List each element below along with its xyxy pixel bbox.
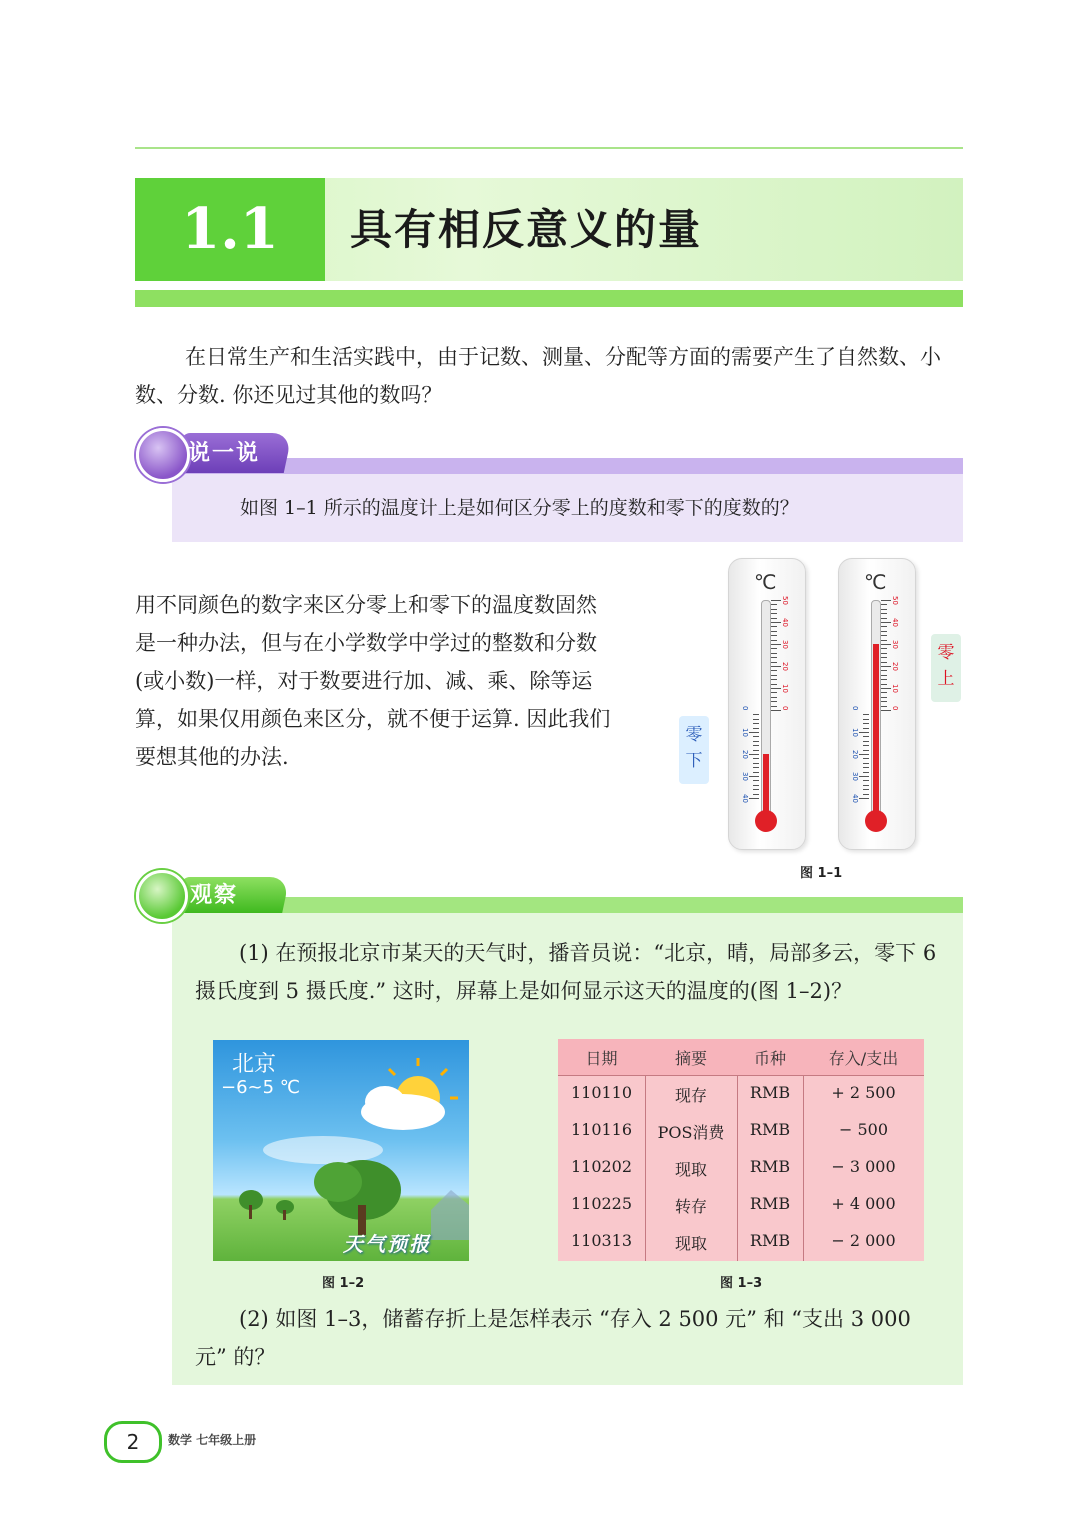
thermometer-tick xyxy=(881,653,887,654)
thermometer-tick xyxy=(771,679,777,680)
passbook-cell-currency: RMB xyxy=(749,1231,791,1250)
thermometer-tick xyxy=(881,644,891,645)
passbook-cell-date: 110110 xyxy=(570,1083,633,1102)
passbook-cell-date: 110225 xyxy=(570,1194,633,1213)
thermometer-tick xyxy=(771,622,781,623)
thermometer-tick-label-below: 0 xyxy=(851,706,859,711)
speech-bubble-icon xyxy=(136,428,190,482)
passbook-cell-summary: 现取 xyxy=(674,1234,707,1253)
thermometer-bulb xyxy=(865,810,887,832)
body-paragraph: 用不同颜色的数字来区分零上和零下的温度数固然是一种办法，但与在小学数学中学过的整数和分数(或小数)一样，对于数要进行加、减、乘、除等运算，如果仅用颜色来区分，就不便于运算. 因此我们要想其他的办法. xyxy=(135,593,611,769)
thermometer-tick-label-above: 0 xyxy=(891,706,899,711)
thermometer-tick xyxy=(753,745,759,746)
observe-label: 观察 xyxy=(190,883,239,908)
thermometer-tick xyxy=(881,613,887,614)
thermometer-tick xyxy=(881,675,887,676)
book-title: 数学 七年级上册 xyxy=(168,1433,257,1447)
thermometer-tick xyxy=(859,732,869,733)
thermometer-tick xyxy=(881,648,887,649)
thermometer-tick xyxy=(753,789,759,790)
passbook-cell-amount: + 4 000 xyxy=(831,1194,896,1213)
thermometer-tick xyxy=(881,670,887,671)
thermometer-tick-label-above: 10 xyxy=(781,684,789,693)
thermometer-tick xyxy=(771,657,777,658)
section-underline xyxy=(135,290,963,307)
thermometer-tick xyxy=(863,750,869,751)
thermometer-tick xyxy=(863,772,869,773)
thermometer-tick xyxy=(881,688,891,689)
thermometer-tick xyxy=(863,745,869,746)
passbook-header-summary: 摘要 xyxy=(674,1049,707,1068)
thermometer-tick xyxy=(771,600,781,601)
thermometer-tick-label-below: 40 xyxy=(741,794,749,803)
thermometer-tick xyxy=(881,618,887,619)
thermometer-tick xyxy=(881,692,887,693)
passbook-cell-date: 110116 xyxy=(570,1120,633,1139)
eye-icon xyxy=(136,870,188,922)
thermometer-tick-label-below: 10 xyxy=(851,728,859,737)
thermometer-tick xyxy=(771,604,777,605)
passbook-cell-summary: 现存 xyxy=(674,1086,707,1105)
thermometer-tick xyxy=(753,714,759,715)
thermometer-tick xyxy=(881,710,891,711)
thermometer-tick xyxy=(881,662,887,663)
section-title: 具有相反意义的量 xyxy=(350,205,703,254)
thermometer-tick xyxy=(753,758,759,759)
passbook-cell-currency: RMB xyxy=(749,1120,791,1139)
thermometer-tick xyxy=(753,719,759,720)
passbook-cell-summary: 转存 xyxy=(674,1197,707,1216)
weather-brand-text: 天气预报 xyxy=(343,1232,431,1256)
thermometer-right-unit: ℃ xyxy=(864,570,887,594)
thermometer-tick-label-below: 20 xyxy=(741,750,749,759)
thermometer-tick xyxy=(863,780,869,781)
observe-paragraph-1: (1) 在预报北京市某天的天气时，播音员说：“北京，晴，局部多云，零下 6 摄氏度到 5 摄氏度.” 这时，屏幕上是如何显示这天的温度的(图 1–2)？ xyxy=(195,941,937,1003)
passbook-cell-currency: RMB xyxy=(749,1157,791,1176)
thermometer-tick-label-above: 40 xyxy=(781,618,789,627)
thermometer-tick xyxy=(771,618,777,619)
thermometer-tick-label-below: 10 xyxy=(741,728,749,737)
thermometer-tick xyxy=(771,648,777,649)
thermometer-tick xyxy=(771,635,777,636)
thermometer-tick xyxy=(753,794,759,795)
passbook-cell-summary: 现取 xyxy=(674,1160,707,1179)
thermometer-tick xyxy=(863,741,869,742)
passbook-header-amount: 存入/支出 xyxy=(828,1049,899,1068)
passbook-cell-amount: − 2 000 xyxy=(831,1231,896,1250)
thermometer-tick xyxy=(749,776,759,777)
thermometer-tick xyxy=(771,684,777,685)
thermometer-tick xyxy=(863,719,869,720)
thermometer-tick xyxy=(881,631,887,632)
thermometer-tick xyxy=(753,772,759,773)
thermometer-tick xyxy=(749,732,759,733)
thermometer-tick xyxy=(881,622,891,623)
thermometer-tick-label-below: 20 xyxy=(851,750,859,759)
thermometer-tick xyxy=(863,794,869,795)
thermometer-tick-label-above: 10 xyxy=(891,684,899,693)
figure-1-3-caption: 图 1–3 xyxy=(720,1276,763,1291)
thermometer-tick xyxy=(859,754,869,755)
thermometer-tick xyxy=(771,662,777,663)
thermometer-tick xyxy=(771,626,777,627)
thermometer-bulb xyxy=(755,810,777,832)
weather-city: 北京 xyxy=(232,1052,277,1077)
weather-temperature: −6~5 ℃ xyxy=(221,1077,301,1098)
thermometer-mercury xyxy=(763,754,769,816)
thermometer-tick xyxy=(863,714,869,715)
thermometer-tick xyxy=(881,600,891,601)
thermometer-tick xyxy=(771,692,777,693)
passbook-cell-currency: RMB xyxy=(749,1194,791,1213)
thermometer-tick xyxy=(753,767,759,768)
thermometer-tick-label-above: 30 xyxy=(891,640,899,649)
thermometer-tick xyxy=(771,701,777,702)
thermometer-tick xyxy=(771,710,781,711)
thermometer-tick xyxy=(753,723,759,724)
thermometer-tick xyxy=(881,697,887,698)
passbook-header-currency: 币种 xyxy=(753,1049,786,1068)
passbook-cell-date: 110202 xyxy=(570,1157,633,1176)
thermometer-tick xyxy=(771,666,781,667)
thermometer-tick xyxy=(881,701,887,702)
thermometer-tick xyxy=(881,666,891,667)
thermometer-tick-label-above: 0 xyxy=(781,706,789,711)
thermometer-tick-label-below: 30 xyxy=(851,772,859,781)
thermometer-tick-label-above: 20 xyxy=(781,662,789,671)
passbook-header-divider xyxy=(558,1075,924,1076)
thermometer-tick xyxy=(881,604,887,605)
thermometer-tick xyxy=(863,785,869,786)
passbook-cell-amount: − 3 000 xyxy=(831,1157,896,1176)
thermometer-tick xyxy=(881,679,887,680)
thermometer-tick xyxy=(753,763,759,764)
thermometer-tick xyxy=(753,728,759,729)
thermometer-tick xyxy=(771,697,777,698)
thermometer-tick xyxy=(771,609,777,610)
thermometer-tick xyxy=(771,631,777,632)
thermometer-tick xyxy=(863,767,869,768)
thermometer-tick xyxy=(753,780,759,781)
thermometer-tick xyxy=(881,609,887,610)
observe-paragraph-2: (2) 如图 1–3，储蓄存折上是怎样表示 “存入 2 500 元” 和 “支出 3 000 元” 的？ xyxy=(195,1307,911,1369)
thermometer-tick xyxy=(863,728,869,729)
thermometer-tick xyxy=(771,670,777,671)
thermometer-tick xyxy=(753,785,759,786)
passbook-cell-amount: + 2 500 xyxy=(831,1083,896,1102)
intro-paragraph: 在日常生产和生活实践中，由于记数、测量、分配等方面的需要产生了自然数、小数、分数. 你还见过其他的数吗？ xyxy=(135,345,941,407)
thermometer-tick xyxy=(771,644,781,645)
thermometer-tick xyxy=(881,706,887,707)
top-rule xyxy=(135,147,963,149)
thermometer-tick xyxy=(863,763,869,764)
section-number: 1.1 xyxy=(181,196,279,262)
passbook-header-date: 日期 xyxy=(585,1049,618,1068)
thermometer-tick-label-above: 50 xyxy=(781,596,789,605)
thermometer-tick xyxy=(863,789,869,790)
thermometer-tick-label-above: 40 xyxy=(891,618,899,627)
thermometer-tick xyxy=(771,653,777,654)
say-question: 如图 1–1 所示的温度计上是如何区分零上的度数和零下的度数的？ xyxy=(240,497,799,519)
say-label: 说一说 xyxy=(188,441,261,466)
passbook-cell-summary: POS消费 xyxy=(657,1123,725,1142)
thermometer-tick xyxy=(881,684,887,685)
figure-1-2-caption: 图 1–2 xyxy=(322,1276,365,1291)
passbook-cell-date: 110313 xyxy=(570,1231,633,1250)
passbook-cell-currency: RMB xyxy=(749,1083,791,1102)
thermometer-tick xyxy=(863,736,869,737)
label-below-zero: 零下 xyxy=(679,716,709,784)
thermometer-tick xyxy=(863,723,869,724)
thermometer-tick xyxy=(771,640,777,641)
thermometer-tick-label-above: 30 xyxy=(781,640,789,649)
thermometer-tick-label-below: 0 xyxy=(741,706,749,711)
label-above-zero: 零上 xyxy=(931,634,961,702)
thermometer-tick xyxy=(881,626,887,627)
thermometer-mercury xyxy=(873,644,879,816)
thermometer-tick xyxy=(859,798,869,799)
thermometer-tick xyxy=(881,635,887,636)
thermometer-tick xyxy=(771,613,777,614)
page-number: 2 xyxy=(126,1430,140,1454)
thermometer-tick xyxy=(753,736,759,737)
thermometer-tick xyxy=(771,675,777,676)
thermometer-tick xyxy=(771,706,777,707)
thermometer-tick xyxy=(771,688,781,689)
thermometer-tick-label-above: 20 xyxy=(891,662,899,671)
thermometer-tick xyxy=(881,640,887,641)
thermometer-tick xyxy=(749,754,759,755)
thermometer-tick xyxy=(863,758,869,759)
thermometer-tick xyxy=(749,798,759,799)
thermometer-tick xyxy=(881,657,887,658)
thermometer-tick-label-below: 40 xyxy=(851,794,859,803)
thermometer-tick xyxy=(753,741,759,742)
thermometer-tick xyxy=(753,750,759,751)
thermometer-tick-label-below: 30 xyxy=(741,772,749,781)
thermometer-tick xyxy=(859,776,869,777)
figure-1-1-caption: 图 1–1 xyxy=(800,866,843,881)
thermometer-left-unit: ℃ xyxy=(754,570,777,594)
passbook-cell-amount: − 500 xyxy=(838,1120,889,1139)
thermometer-tick-label-above: 50 xyxy=(891,596,899,605)
